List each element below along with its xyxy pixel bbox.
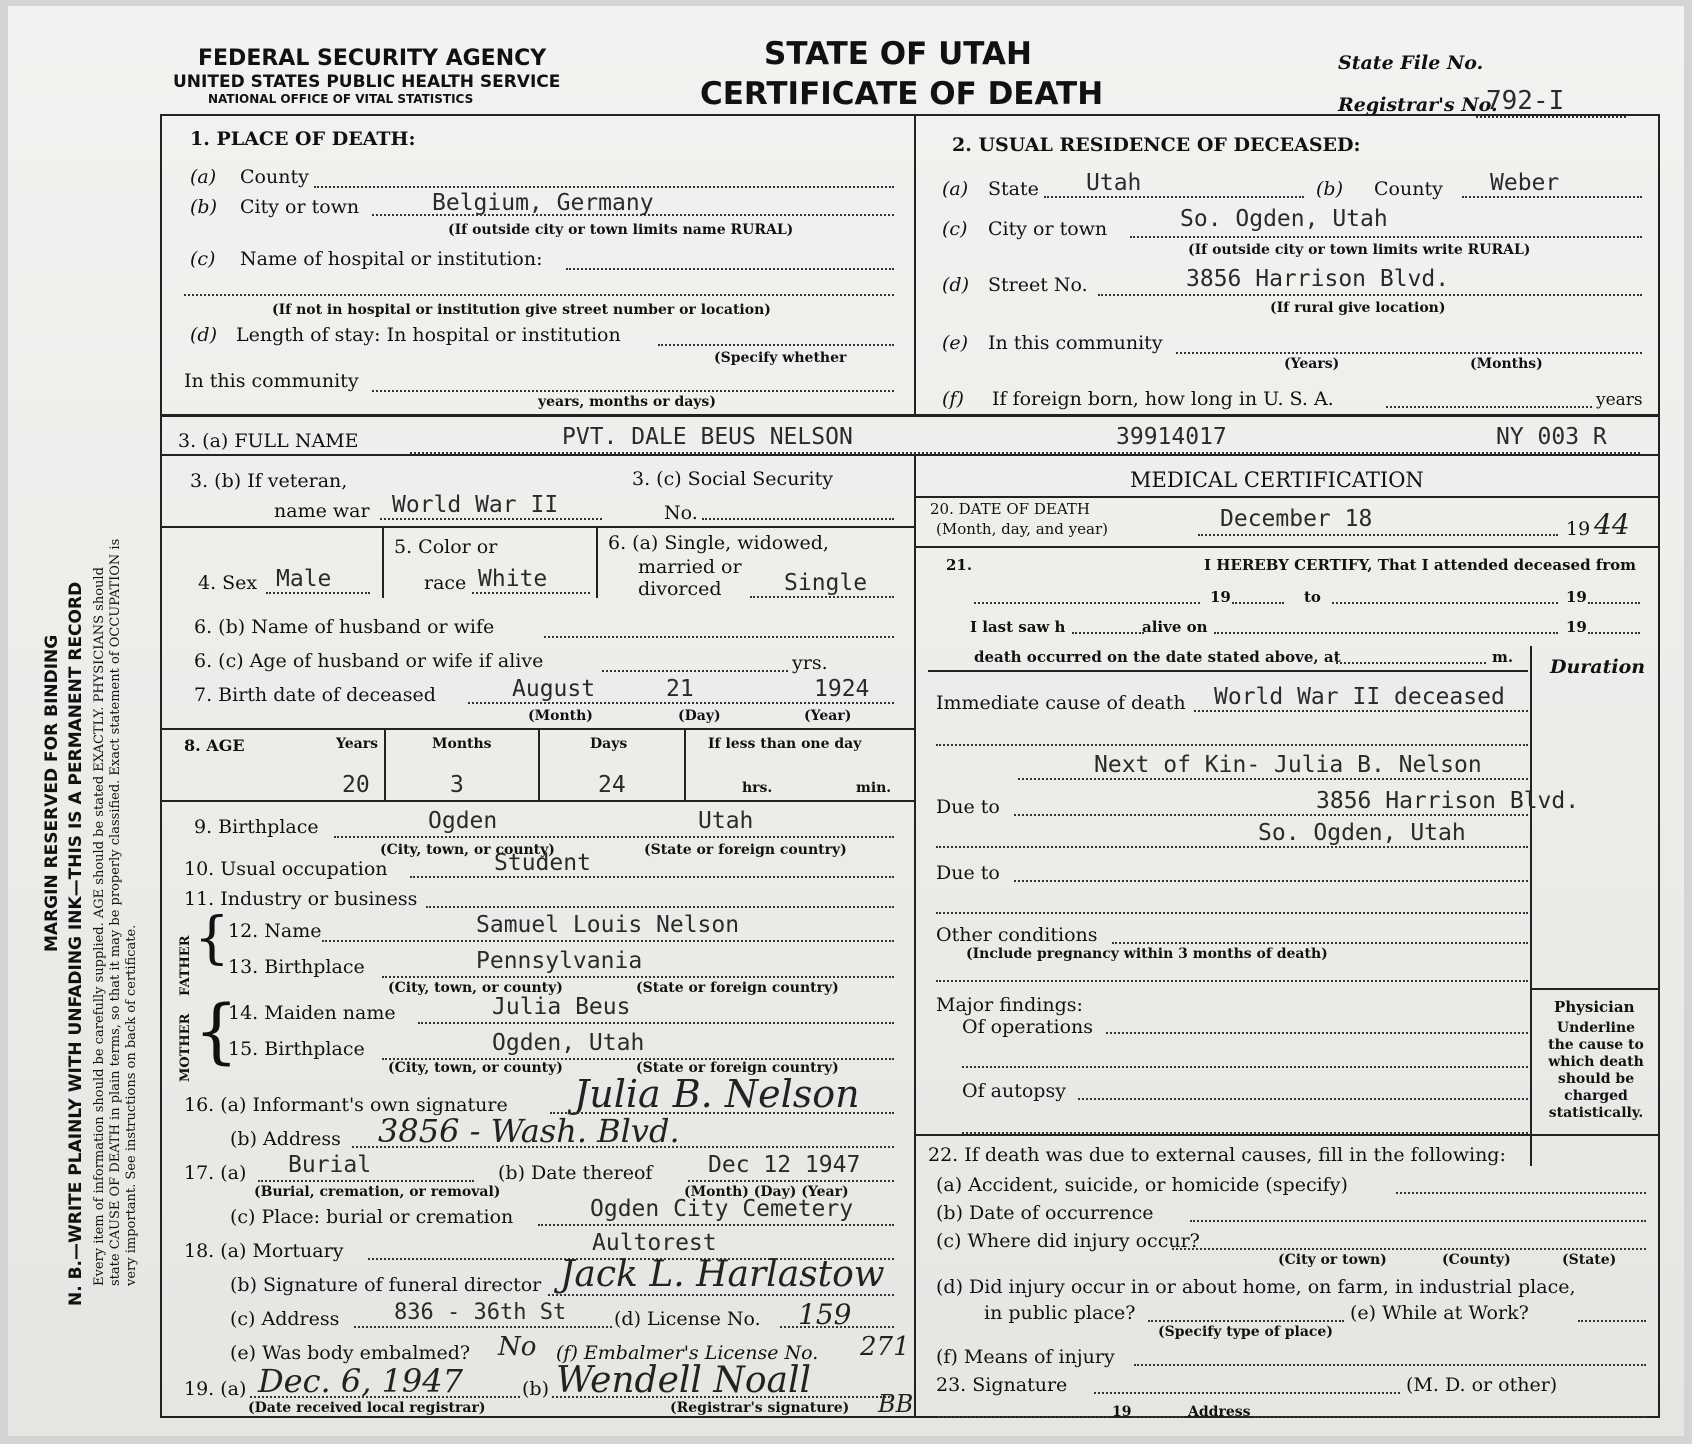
name-row-bottom bbox=[160, 454, 1658, 456]
age-label: 8. AGE bbox=[184, 736, 245, 755]
father-name-label: 12. Name bbox=[228, 920, 322, 942]
external-county-note: (County) bbox=[1442, 1252, 1511, 1268]
death-date-label: 20. DATE OF DEATH bbox=[930, 500, 1090, 518]
birthplace-city-note: (City, town, or county) bbox=[380, 842, 555, 858]
community-label: In this community bbox=[184, 370, 359, 392]
hrs-label: hrs. bbox=[742, 780, 773, 796]
birth-date-label: 7. Birth date of deceased bbox=[194, 684, 436, 706]
informant-signature: Julia B. Nelson bbox=[574, 1072, 860, 1116]
occupation-label: 10. Usual occupation bbox=[184, 858, 388, 880]
mortuary-value: Aultorest bbox=[592, 1230, 717, 1256]
license-value: 159 bbox=[798, 1298, 852, 1331]
margin-binding-note: MARGIN RESERVED FOR BINDING bbox=[42, 634, 62, 952]
death-year-prefix: 19 bbox=[1566, 518, 1591, 540]
agency-name: FEDERAL SECURITY AGENCY bbox=[198, 46, 547, 71]
res-street-value: 3856 Harrison Blvd. bbox=[1186, 266, 1450, 292]
license-label: (d) License No. bbox=[614, 1308, 761, 1330]
full-name-label: 3. (a) FULL NAME bbox=[178, 430, 359, 452]
margin-instructions-1: Every item of information should be carefully supplied. AGE should be stated EXACTLY. PHYSICIANS should bbox=[92, 567, 107, 1286]
birth-day-value: 21 bbox=[666, 676, 694, 702]
birthplace-label: 9. Birthplace bbox=[194, 816, 319, 838]
veteran-label: 3. (b) If veteran, bbox=[190, 470, 348, 492]
external-e: (e) While at Work? bbox=[1350, 1302, 1529, 1324]
birthplace-state: Utah bbox=[698, 808, 754, 834]
operations-label: Of operations bbox=[962, 1016, 1094, 1038]
hospital-note: (If not in hospital or institution give street number or location) bbox=[272, 302, 771, 318]
father-birthplace-label: 13. Birthplace bbox=[228, 956, 365, 978]
external-c: (c) Where did injury occur? bbox=[936, 1230, 1200, 1252]
yrs-label: yrs. bbox=[792, 652, 828, 674]
father-city-note: (City, town, or county) bbox=[388, 980, 563, 996]
birth-day-label: (Day) bbox=[678, 708, 721, 724]
major-findings-label: Major findings: bbox=[936, 994, 1083, 1016]
informant-address-value: 3856 - Wash. Blvd. bbox=[378, 1112, 680, 1150]
registrar-b-label: (b) bbox=[522, 1378, 549, 1400]
occupation-value: Student bbox=[494, 850, 591, 876]
external-d2: in public place? bbox=[984, 1302, 1136, 1324]
war-value: World War II bbox=[392, 492, 559, 518]
burial-label: 17. (a) bbox=[184, 1162, 247, 1184]
physician-title: Physician bbox=[1554, 998, 1635, 1016]
burial-value: Burial bbox=[288, 1152, 372, 1178]
external-a: (a) Accident, suicide, or homicide (specify) bbox=[936, 1174, 1348, 1196]
serial-number: 39914017 bbox=[1116, 424, 1227, 450]
hospital-label: Name of hospital or institution: bbox=[240, 248, 543, 270]
funeral-director-signature: Jack L. Harlastow bbox=[560, 1254, 885, 1295]
city-note: (If outside city or town limits name RURAL) bbox=[448, 222, 794, 238]
mortuary-address-value: 836 - 36th St bbox=[394, 1300, 567, 1325]
age-months-value: 3 bbox=[450, 772, 464, 798]
age-years-label: Years bbox=[336, 736, 379, 752]
ss-label: 3. (c) Social Security bbox=[632, 468, 833, 490]
name-row-top bbox=[160, 414, 1658, 417]
mother-state-note: (State or foreign country) bbox=[636, 1060, 839, 1076]
office-name: NATIONAL OFFICE OF VITAL STATISTICS bbox=[208, 92, 474, 106]
duration-label: Duration bbox=[1550, 656, 1646, 678]
place-of-death-heading: 1. PLACE OF DEATH: bbox=[190, 128, 416, 150]
father-state-note: (State or foreign country) bbox=[636, 980, 839, 996]
foreign-label: If foreign born, how long in U. S. A. bbox=[992, 388, 1334, 410]
foreign-years-unit: years bbox=[1596, 390, 1643, 410]
residence-heading: 2. USUAL RESIDENCE OF DECEASED: bbox=[952, 134, 1361, 156]
mother-city-note: (City, town, or county) bbox=[388, 1060, 563, 1076]
industry-label: 11. Industry or business bbox=[184, 888, 418, 910]
alive-on-label: alive on bbox=[1142, 618, 1208, 636]
immediate-cause-label: Immediate cause of death bbox=[936, 692, 1186, 714]
res-months-label: (Months) bbox=[1470, 356, 1543, 372]
father-side-label: FATHER bbox=[178, 935, 193, 996]
mortuary-label: 18. (a) Mortuary bbox=[184, 1240, 344, 1262]
signature-19: 19 bbox=[1112, 1404, 1132, 1420]
external-d1: (d) Did injury occur in or about home, on farm, in industrial place, bbox=[936, 1276, 1576, 1298]
full-name-value: PVT. DALE BEUS NELSON bbox=[562, 424, 853, 450]
embalmer-license-value: 271 bbox=[860, 1332, 910, 1362]
race-label: race bbox=[424, 572, 467, 594]
less-than-day-label: If less than one day bbox=[708, 736, 862, 752]
father-birthplace-value: Pennsylvania bbox=[476, 948, 643, 974]
state-title: STATE OF UTAH bbox=[764, 36, 1032, 72]
embalmed-label: (e) Was body embalmed? bbox=[230, 1342, 471, 1364]
funeral-director-label: (b) Signature of funeral director bbox=[230, 1274, 542, 1296]
medical-divider bbox=[914, 454, 916, 1416]
m-label: m. bbox=[1492, 648, 1514, 666]
res-county-label: County bbox=[1374, 178, 1443, 200]
immediate-cause-value: World War II deceased bbox=[1214, 684, 1505, 710]
due-to-2-label: Due to bbox=[936, 862, 1000, 884]
res-state-value: Utah bbox=[1086, 170, 1142, 196]
burial-note: (Burial, cremation, or removal) bbox=[254, 1184, 501, 1200]
ss-no-label: No. bbox=[664, 502, 698, 524]
maiden-name-value: Julia Beus bbox=[492, 994, 631, 1020]
mother-birthplace-value: Ogden, Utah bbox=[492, 1030, 645, 1056]
signature-address-label: Address bbox=[1188, 1404, 1251, 1420]
external-city-note: (City or town) bbox=[1278, 1252, 1387, 1268]
cert-19-c: 19 bbox=[1566, 618, 1587, 636]
due-to-label: Due to bbox=[936, 796, 1000, 818]
registrar-initials: BB bbox=[878, 1390, 914, 1418]
cert-to: to bbox=[1304, 588, 1321, 606]
birth-year-value: 1924 bbox=[814, 676, 870, 702]
cert-number: 21. bbox=[946, 556, 973, 574]
community-note: years, months or days) bbox=[538, 394, 716, 410]
top-divider bbox=[914, 114, 916, 416]
color-label: 5. Color or bbox=[394, 536, 498, 558]
race-value: White bbox=[478, 566, 548, 592]
birth-month-label: (Month) bbox=[528, 708, 593, 724]
registrar-label: 19. (a) bbox=[184, 1378, 247, 1400]
registrar-sig-note: (Registrar's signature) bbox=[670, 1400, 850, 1416]
kin-address-line2: So. Ogden, Utah bbox=[1258, 820, 1466, 846]
burial-date-value: Dec 12 1947 bbox=[708, 1152, 861, 1178]
burial-date-label: (b) Date thereof bbox=[498, 1162, 653, 1184]
city-label: City or town bbox=[240, 196, 360, 218]
autopsy-label: Of autopsy bbox=[962, 1080, 1066, 1102]
registrar-no-label: Registrar's No. bbox=[1338, 94, 1498, 116]
external-state-note: (State) bbox=[1562, 1252, 1617, 1268]
maiden-name-label: 14. Maiden name bbox=[228, 1002, 396, 1024]
signature-note: (M. D. or other) bbox=[1406, 1374, 1558, 1396]
certificate-title: CERTIFICATE OF DEATH bbox=[700, 76, 1104, 112]
medical-heading: MEDICAL CERTIFICATION bbox=[1130, 468, 1424, 492]
birthplace-state-note: (State or foreign country) bbox=[644, 842, 847, 858]
margin-instructions-3: very important. See instructions on back of certificate. bbox=[124, 924, 139, 1286]
marital-label-3: divorced bbox=[638, 578, 722, 600]
marital-label-2: married or bbox=[638, 556, 742, 578]
embalmed-value: No bbox=[498, 1332, 537, 1362]
other-conditions-label: Other conditions bbox=[936, 924, 1098, 946]
cert-19-b: 19 bbox=[1566, 588, 1587, 606]
mother-birthplace-label: 15. Birthplace bbox=[228, 1038, 365, 1060]
kin-address-line1: 3856 Harrison Blvd. bbox=[1316, 788, 1580, 814]
stay-note: (Specify whether bbox=[714, 350, 847, 366]
cert-19-a: 19 bbox=[1210, 588, 1231, 606]
state-file-label: State File No. bbox=[1338, 52, 1484, 74]
sex-label: 4. Sex bbox=[198, 572, 258, 594]
war-label: name war bbox=[274, 500, 370, 522]
death-certificate: FEDERAL SECURITY AGENCY UNITED STATES PUBLIC HEALTH SERVICE NATIONAL OFFICE OF VITAL STATISTICS STATE OF UTAH CERTIFICATE OF DEATH State File No. Registrar's No. 792-I MARGIN RESERVED FOR BINDING N. B.—WRITE PLAINLY WITH UNFADING INK—THIS IS A PERMANENT RECORD Every item of information should be carefully supplied. AGE should be stated EXACTLY. PHYSICIANS should state CAUSE OF DEATH in plain terms, so that it may be properly classified. Exact statement of OCCUPATION is very important. See instructions on back of certificate. 1. PLACE OF DEATH: (a) County (b) City or town Belgium, Germany (If outside city or town limits name RURAL) (c) Name of hospital or institution: (If not in hospital or institution give street number or location) (d) Length of stay: In hospital or institution (Specify whether In this community years, months or days) 2. USUAL RESIDENCE OF DECEASED: (a) State Utah (b) County Weber (c) City or town So. Ogden, Utah (If outside city or town limits write RURAL) (d) Street No. 3856 Harrison Blvd. (If rural give location) (e) In this community (Years) (Months) (f) If foreign born, how long in U. S. A. years 3. (a) FULL NAME PVT. DALE BEUS NELSON 39914017 NY 003 R 3. (b) If veteran, name war World War II 3. (c) Social Security No. 4. Sex Male 5. Color or race White 6. (a) Single, widowed, married or divorced Single 6. (b) Name of husband or wife 6. (c) Age of husband or wife if alive yrs. 7. Birth date of deceased August 21 1924 (Month) (Day) (Year) 8. AGE Years Months Days If less than one day 20 3 24 hrs. min. 9. Birthplace Ogden Utah (City, town, or county) (State or foreign country) 10. Usual occupation Student 11. Industry or business FATHER { 12. Name Samuel Louis Nelson 13. Birthplace Pennsylvania (City, town, or county) (State or foreign country) MOTHER { 14. Maiden name Julia Beus 15. Birthplace Ogden, Utah (City, town, or county) (State or foreign country) 16. (a) Informant's own signature Julia B. Nelson (b) Address 3856 - Wash. Blvd. 17. (a) Burial (Burial, cremation, or removal) (b) Date thereof Dec 12 1947 (Month) (Day) (Year) (c) Place: burial or cremation Ogden City Cemetery 18. (a) Mortuary Aultorest (b) Signature of funeral director Jack L. Harlastow (c) Address 836 - 36th St (d) License No. 159 (e) Was body embalmed? No (f) Embalmer's License No. 271 19. (a) Dec. 6, 1947 (Date received local registrar) (b) Wendell Noall (Registrar's signature) BB MEDICAL CERTIFICATION 20. DATE OF DEATH (Month, day, and year) December 18 19 44 21. I HEREBY CERTIFY, That I attended deceased from 19 to 19 I last saw h alive on 19 death occurred on the date stated above, at m. Duration Immediate cause of death World War II deceased Next of Kin- Julia B. Nelson Due to 3856 Harrison Blvd. So. Ogden, Utah Due to Other conditions (Include pregnancy within 3 months of death) Major findings: Of operations Of autopsy Physician Underline the cause to which death should be charged statistically. 22. If death was due to external causes, fill in the following: (a) Accident, suicide, or homicide (specify) (b) Date of occurrence (c) Where did injury occur? (City or town) (County) (State) (d) Did injury occur in or about home, on farm, in industrial place, in public place? (Specify type of place) (e) While at Work? (f) Means of injury 23. Signature (M. D. or other) 19 Address bbox=[8, 6, 1684, 1436]
external-heading: 22. If death was due to external causes, fill in the following: bbox=[928, 1144, 1506, 1166]
stay-label: Length of stay: In hospital or institution bbox=[236, 324, 621, 346]
res-years-label: (Years) bbox=[1284, 356, 1340, 372]
age-days-label: Days bbox=[590, 736, 628, 752]
death-year-value: 44 bbox=[1594, 508, 1630, 541]
external-b: (b) Date of occurrence bbox=[936, 1202, 1154, 1224]
burial-place-label: (c) Place: burial or cremation bbox=[230, 1206, 514, 1228]
spouse-label: 6. (b) Name of husband or wife bbox=[194, 616, 495, 638]
county-label: County bbox=[240, 166, 309, 188]
name-code: NY 003 R bbox=[1496, 424, 1607, 450]
registrar-no-value: 792-I bbox=[1486, 86, 1565, 116]
age-years-value: 20 bbox=[342, 772, 370, 798]
marital-value: Single bbox=[784, 570, 868, 596]
burial-place-value: Ogden City Cemetery bbox=[590, 1196, 854, 1222]
other-conditions-note: (Include pregnancy within 3 months of death) bbox=[966, 946, 1328, 962]
death-date-note: (Month, day, and year) bbox=[936, 520, 1108, 538]
last-saw-label: I last saw h bbox=[970, 618, 1066, 636]
physician-note: Underline the cause to which death should be charged statistically. bbox=[1548, 1020, 1644, 1121]
embalmer-license-label: (f) Embalmer's License No. bbox=[556, 1342, 819, 1364]
birthplace-city: Ogden bbox=[428, 808, 498, 834]
informant-sig-label: 16. (a) Informant's own signature bbox=[184, 1094, 508, 1116]
birth-year-label: (Year) bbox=[804, 708, 852, 724]
external-f: (f) Means of injury bbox=[936, 1346, 1115, 1368]
min-label: min. bbox=[856, 780, 892, 796]
service-name: UNITED STATES PUBLIC HEALTH SERVICE bbox=[173, 72, 561, 92]
registrar-date-value: Dec. 6, 1947 bbox=[258, 1362, 463, 1400]
cert-text: I HEREBY CERTIFY, That I attended deceased from bbox=[1204, 556, 1637, 574]
res-county-value: Weber bbox=[1490, 170, 1560, 196]
death-date-value: December 18 bbox=[1220, 506, 1373, 532]
sex-value: Male bbox=[276, 566, 332, 592]
informant-address-label: (b) Address bbox=[230, 1128, 341, 1150]
death-city-value: Belgium, Germany bbox=[432, 190, 654, 216]
age-months-label: Months bbox=[432, 736, 492, 752]
res-city-label: City or town bbox=[988, 218, 1108, 240]
mother-side-label: MOTHER bbox=[178, 1013, 193, 1082]
res-street-note: (If rural give location) bbox=[1270, 300, 1446, 316]
margin-instructions-2: state CAUSE OF DEATH in plain terms, so that it may be properly classified. Exact statement of OCCUPATION is bbox=[108, 538, 123, 1286]
spouse-age-label: 6. (c) Age of husband or wife if alive bbox=[194, 650, 544, 672]
kin-value: Next of Kin- Julia B. Nelson bbox=[1094, 752, 1482, 778]
res-community-label: In this community bbox=[988, 332, 1163, 354]
registrar-signature: Wendell Noall bbox=[556, 1360, 812, 1401]
res-street-label: Street No. bbox=[988, 274, 1088, 296]
margin-ink-note: N. B.—WRITE PLAINLY WITH UNFADING INK—THIS IS A PERMANENT RECORD bbox=[66, 581, 86, 1306]
age-days-value: 24 bbox=[598, 772, 626, 798]
burial-date-note: (Month) (Day) (Year) bbox=[684, 1184, 849, 1200]
birth-month-value: August bbox=[512, 676, 596, 702]
marital-label: 6. (a) Single, widowed, bbox=[608, 532, 829, 554]
res-city-value: So. Ogden, Utah bbox=[1180, 206, 1388, 232]
father-name-value: Samuel Louis Nelson bbox=[476, 912, 740, 938]
res-state-label: State bbox=[988, 178, 1039, 200]
signature-label: 23. Signature bbox=[936, 1374, 1068, 1396]
occurred-label: death occurred on the date stated above, at bbox=[974, 648, 1341, 666]
registrar-date-note: (Date received local registrar) bbox=[248, 1400, 486, 1416]
mortuary-address-label: (c) Address bbox=[230, 1308, 340, 1330]
external-d-note: (Specify type of place) bbox=[1158, 1324, 1333, 1340]
res-city-note: (If outside city or town limits write RURAL) bbox=[1188, 242, 1531, 258]
